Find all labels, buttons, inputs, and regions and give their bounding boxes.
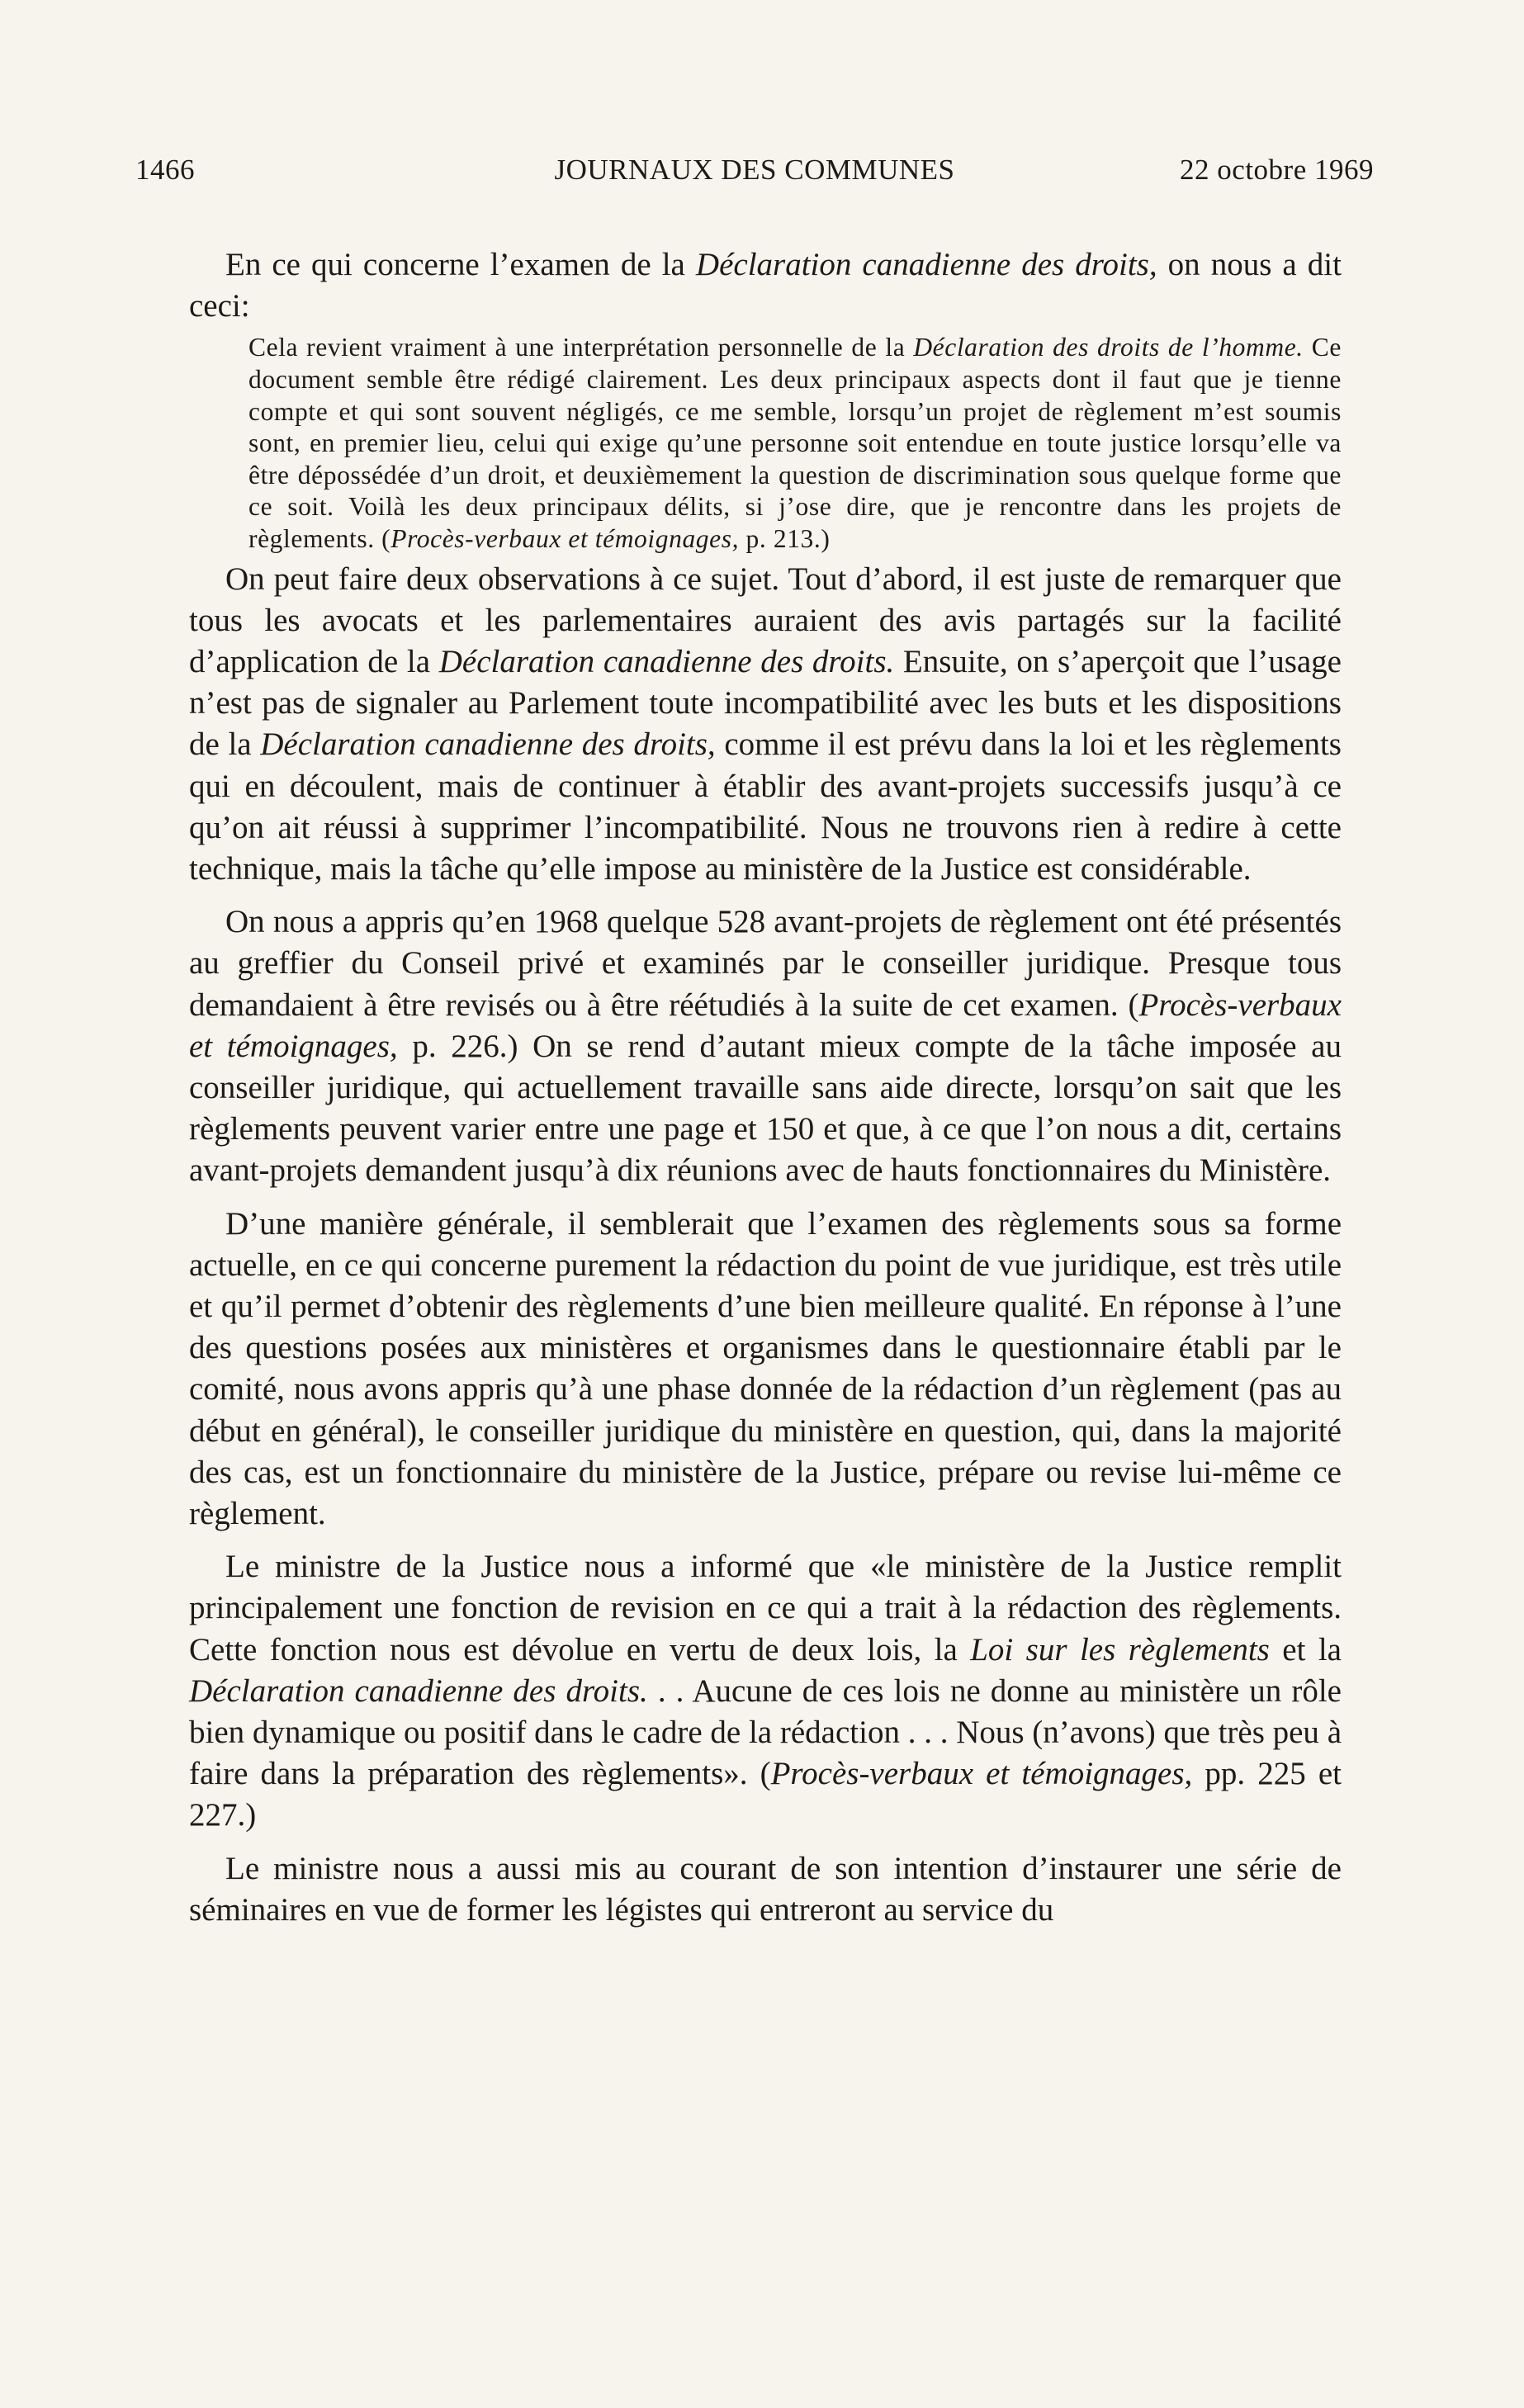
paragraph-intro (189, 244, 1342, 327)
text-run: Ensuite, on s’aperçoit que l’usage n’est pas de signaler au Parlement toute incompatibilité avec les buts et les dispositions de la (189, 643, 1342, 763)
text-run: . . Aucune de ces lois ne donne au ministère un rôle bien dynamique ou positif dans le cadre de la rédaction . . . Nous (n’avons) que très peu à faire dans la préparation des règlements». ( (189, 1672, 1342, 1792)
paragraph-observations (189, 559, 1342, 891)
text-run: p. 226.) On se rend d’autant mieux compte de la tâche imposée au conseiller juridique, qui actuellement travaille sans aide directe, lorsqu’on sait que les règlements peuvent varier entre une page et 150 et que, à ce que l’on nous a dit, certains avant-projets demandent jusqu’à dix réunions avec de hauts fonctionnaires du Ministère. (189, 1028, 1342, 1189)
italic-title: Déclaration canadienne des droits. (438, 643, 895, 679)
text-run: et la (1269, 1631, 1342, 1668)
text-run: comme il est prévu dans la loi et les règlements qui en découlent, mais de continuer à établir des avant-projets successifs jusqu’à ce qu’on ait réussi à supprimer l’incompatibilité. Nous ne trouvons rien à redire à cette technique, mais la tâche qu’elle impose au ministère de la Justice est considérable. (189, 726, 1342, 887)
italic-citation: Procès-verbaux et témoignages, (770, 1756, 1193, 1792)
text-run: En ce qui concerne l’examen de la (225, 247, 696, 282)
text-run: p. 213.) (739, 523, 831, 553)
text-run: On nous a appris qu’en 1968 quelque 528 avant-projets de règlement ont été présentés au greffier du Conseil privé et examinés par le conseiller juridique. Presque tous demandaient à être revisés ou à être réétudiés à la suite de cet examen. ( (189, 904, 1342, 1023)
header-date: 22 octobre 1969 (1180, 154, 1374, 186)
block-quote (248, 332, 1342, 555)
paragraph-1968-projects (189, 901, 1342, 1191)
page-number: 1466 (135, 154, 195, 186)
page-header (135, 154, 1374, 195)
italic-title: Déclaration canadienne des droits. (189, 1672, 648, 1709)
paragraph-general-review: D’une manière générale, il semblerait que l’examen des règlements sous sa forme actuelle, en ce qui concerne purement la rédaction du point de vue juridique, est très utile et qu’il permet d’obtenir des règlements d’une bien meilleure qualité. En réponse à l’une des questions posées aux ministères et organismes dans le questionnaire établi par le comité, nous avons appris qu’à une phase donnée de la rédaction d’un règlement (pas au début en général), le conseiller juridique du ministère en question, qui, dans la majorité des cas, est un fonctionnaire du ministère de la Justice, prépare ou revise lui-même ce règlement. (189, 1205, 1342, 1532)
running-title: JOURNAUX DES COMMUNES (554, 154, 955, 186)
italic-title: Loi sur les règlements (970, 1631, 1270, 1668)
italic-citation: Procès-verbaux et témoignages, (189, 986, 1342, 1064)
text-run: Ce document semble être rédigé clairement. Les deux principaux aspects dont il faut que je tienne compte et qui sont souvent négligés, ce me semble, lorsqu’un projet de règlement m’est soumis sont, en premier lieu, celui qui exige qu’une personne soit entendue en toute justice lorsqu’elle va être dépossédée d’un droit, et deuxièmement la question de discrimination sous quelque forme que ce soit. Voilà les deux principaux délits, si j’ose dire, que je rencontre dans les projets de règlements. ( (248, 333, 1342, 553)
italic-title: Déclaration canadienne des droits, (695, 247, 1157, 282)
italic-citation: Procès-verbaux et témoignages, (390, 523, 740, 553)
text-run: on nous a dit ceci: (189, 247, 1342, 324)
text-run: Cela revient vraiment à une interprétation personnelle de la (248, 333, 914, 362)
paragraph-minister-statement (189, 1546, 1342, 1836)
paragraph-seminars: Le ministre nous a aussi mis au courant de son intention d’instaurer une série de séminaires en vue de former les légistes qui entreront au service du (189, 1850, 1342, 1928)
text-run: Le ministre de la Justice nous a informé que «le ministère de la Justice remplit principalement une fonction de revision en ce qui a trait à la rédaction des règlements. Cette fonction nous est dévolue en vertu de deux lois, la (189, 1549, 1342, 1668)
body-text (189, 244, 1342, 1931)
text-run: On peut faire deux observations à ce sujet. Tout d’abord, il est juste de remarquer que tous les avocats et les parlementaires auraient des avis partagés sur la facilité d’application de la (189, 561, 1342, 679)
italic-title: Déclaration des droits de l’homme. (913, 333, 1304, 362)
italic-title: Déclaration canadienne des droits, (260, 726, 716, 763)
text-run: pp. 225 et 227.) (189, 1756, 1342, 1833)
